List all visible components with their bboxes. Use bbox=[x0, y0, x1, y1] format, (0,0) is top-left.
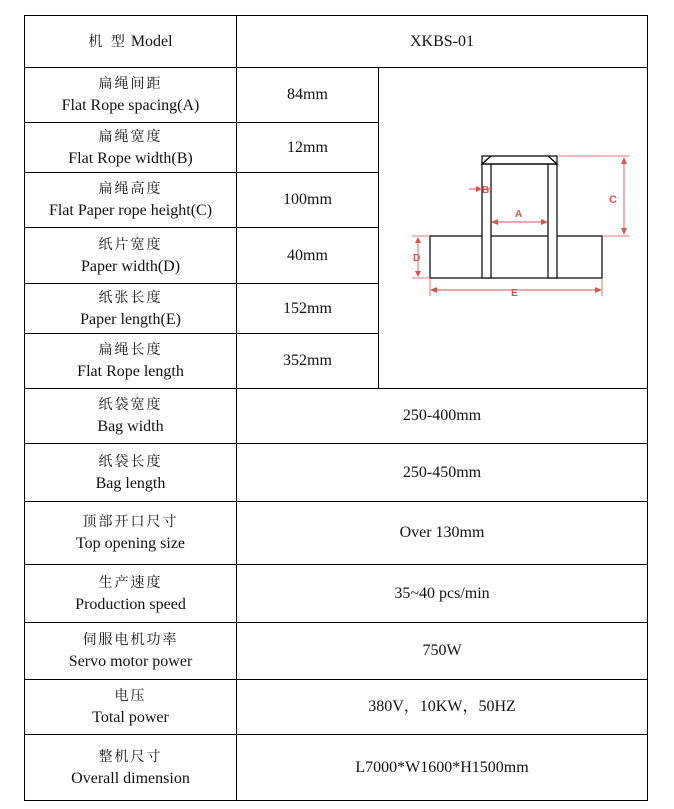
dim-d-label: D bbox=[413, 253, 421, 264]
model-label bbox=[25, 16, 237, 68]
row-label bbox=[25, 173, 237, 228]
handle-top bbox=[482, 156, 557, 164]
row-value: 750W bbox=[237, 623, 648, 680]
row-label bbox=[25, 623, 237, 680]
row-label-en: Top opening size bbox=[75, 535, 186, 552]
row-label-zh: 扁绳高度 bbox=[98, 181, 163, 197]
table-row bbox=[25, 502, 648, 565]
row-label-en: Bag width bbox=[97, 418, 164, 435]
row-value: 250-450mm bbox=[237, 444, 648, 502]
row-label-en: Paper width(D) bbox=[80, 257, 181, 275]
row-label bbox=[25, 680, 237, 735]
dim-d-arrow-top bbox=[415, 237, 421, 243]
table-row bbox=[25, 623, 648, 680]
dim-d-arrow-bottom bbox=[415, 271, 421, 277]
dim-a-label: A bbox=[515, 209, 523, 220]
row-label-zh: 扁绳宽度 bbox=[98, 128, 163, 145]
row-label-zh: 扁绳长度 bbox=[98, 342, 163, 358]
handle-left-leg bbox=[482, 156, 491, 278]
rope-dimension-diagram bbox=[380, 70, 646, 386]
row-value: 84mm bbox=[237, 68, 379, 123]
dim-e-label: E bbox=[511, 288, 518, 299]
row-value: 250-400mm bbox=[237, 389, 648, 444]
row-label-zh: 纸袋宽度 bbox=[98, 397, 163, 413]
row-label-zh: 整机尺寸 bbox=[98, 748, 163, 765]
row-label bbox=[25, 444, 237, 502]
row-label-zh: 生产速度 bbox=[98, 574, 163, 591]
table-row bbox=[25, 389, 648, 444]
row-label bbox=[25, 284, 237, 334]
row-label-en: Flat Rope length bbox=[77, 363, 184, 380]
dim-e-arrow-right bbox=[595, 287, 602, 293]
dim-a-arrow-right bbox=[541, 219, 548, 225]
dim-b-label: B bbox=[482, 185, 490, 196]
row-label bbox=[25, 502, 237, 565]
row-value: Over 130mm bbox=[237, 502, 648, 565]
row-value: 35~40 pcs/min bbox=[237, 565, 648, 623]
paper-base bbox=[430, 236, 602, 278]
row-label-en: Paper length(E) bbox=[80, 310, 181, 328]
row-label-en: Bag length bbox=[95, 474, 166, 492]
rope-diagram-cell bbox=[379, 68, 648, 389]
dim-c-arrow-bottom bbox=[621, 228, 627, 235]
row-label-en: Flat Rope spacing(A) bbox=[61, 97, 200, 114]
row-label-en: Production speed bbox=[75, 595, 186, 613]
handle-right-leg bbox=[548, 156, 557, 278]
model-row bbox=[25, 16, 648, 68]
row-label-en: Total power bbox=[92, 709, 169, 726]
row-label bbox=[25, 123, 237, 173]
row-label-en: Servo motor power bbox=[68, 653, 193, 670]
dim-c-label: C bbox=[609, 194, 617, 206]
model-label-zh: 机 型 bbox=[88, 33, 127, 50]
row-label-zh: 伺服电机功率 bbox=[82, 632, 179, 648]
row-label-en: Overall dimension bbox=[71, 769, 190, 787]
row-label bbox=[25, 228, 237, 284]
row-label-zh: 纸片宽度 bbox=[98, 236, 163, 253]
row-value: 12mm bbox=[237, 123, 379, 173]
row-label-zh: 电压 bbox=[114, 688, 147, 704]
row-value: 100mm bbox=[237, 173, 379, 228]
table-row bbox=[25, 565, 648, 623]
table-row bbox=[25, 735, 648, 801]
spec-table bbox=[24, 15, 648, 801]
row-value: L7000*W1600*H1500mm bbox=[237, 735, 648, 801]
row-label-zh: 扁绳间距 bbox=[98, 76, 163, 92]
row-label bbox=[25, 389, 237, 444]
row-value: 352mm bbox=[237, 334, 379, 389]
row-label-zh: 顶部开口尺寸 bbox=[82, 514, 179, 530]
row-label-en: Flat Rope width(B) bbox=[68, 149, 193, 167]
row-label bbox=[25, 735, 237, 801]
dim-e-arrow-left bbox=[430, 287, 437, 293]
row-label bbox=[25, 68, 237, 123]
row-label-zh: 纸张长度 bbox=[98, 289, 163, 306]
table-row bbox=[25, 680, 648, 735]
dim-c-arrow-top bbox=[621, 157, 627, 164]
table-row bbox=[25, 444, 648, 502]
table-row bbox=[25, 68, 648, 123]
row-label-en: Flat Paper rope height(C) bbox=[48, 202, 213, 219]
row-label bbox=[25, 565, 237, 623]
row-label bbox=[25, 334, 237, 389]
row-value: 152mm bbox=[237, 284, 379, 334]
dim-a-arrow-left bbox=[491, 219, 498, 225]
row-value: 380V，10KW，50HZ bbox=[237, 680, 648, 735]
row-value: 40mm bbox=[237, 228, 379, 284]
row-label-zh: 纸袋长度 bbox=[98, 453, 163, 470]
model-value: XKBS-01 bbox=[237, 16, 648, 68]
model-label-en: Model bbox=[130, 32, 173, 50]
